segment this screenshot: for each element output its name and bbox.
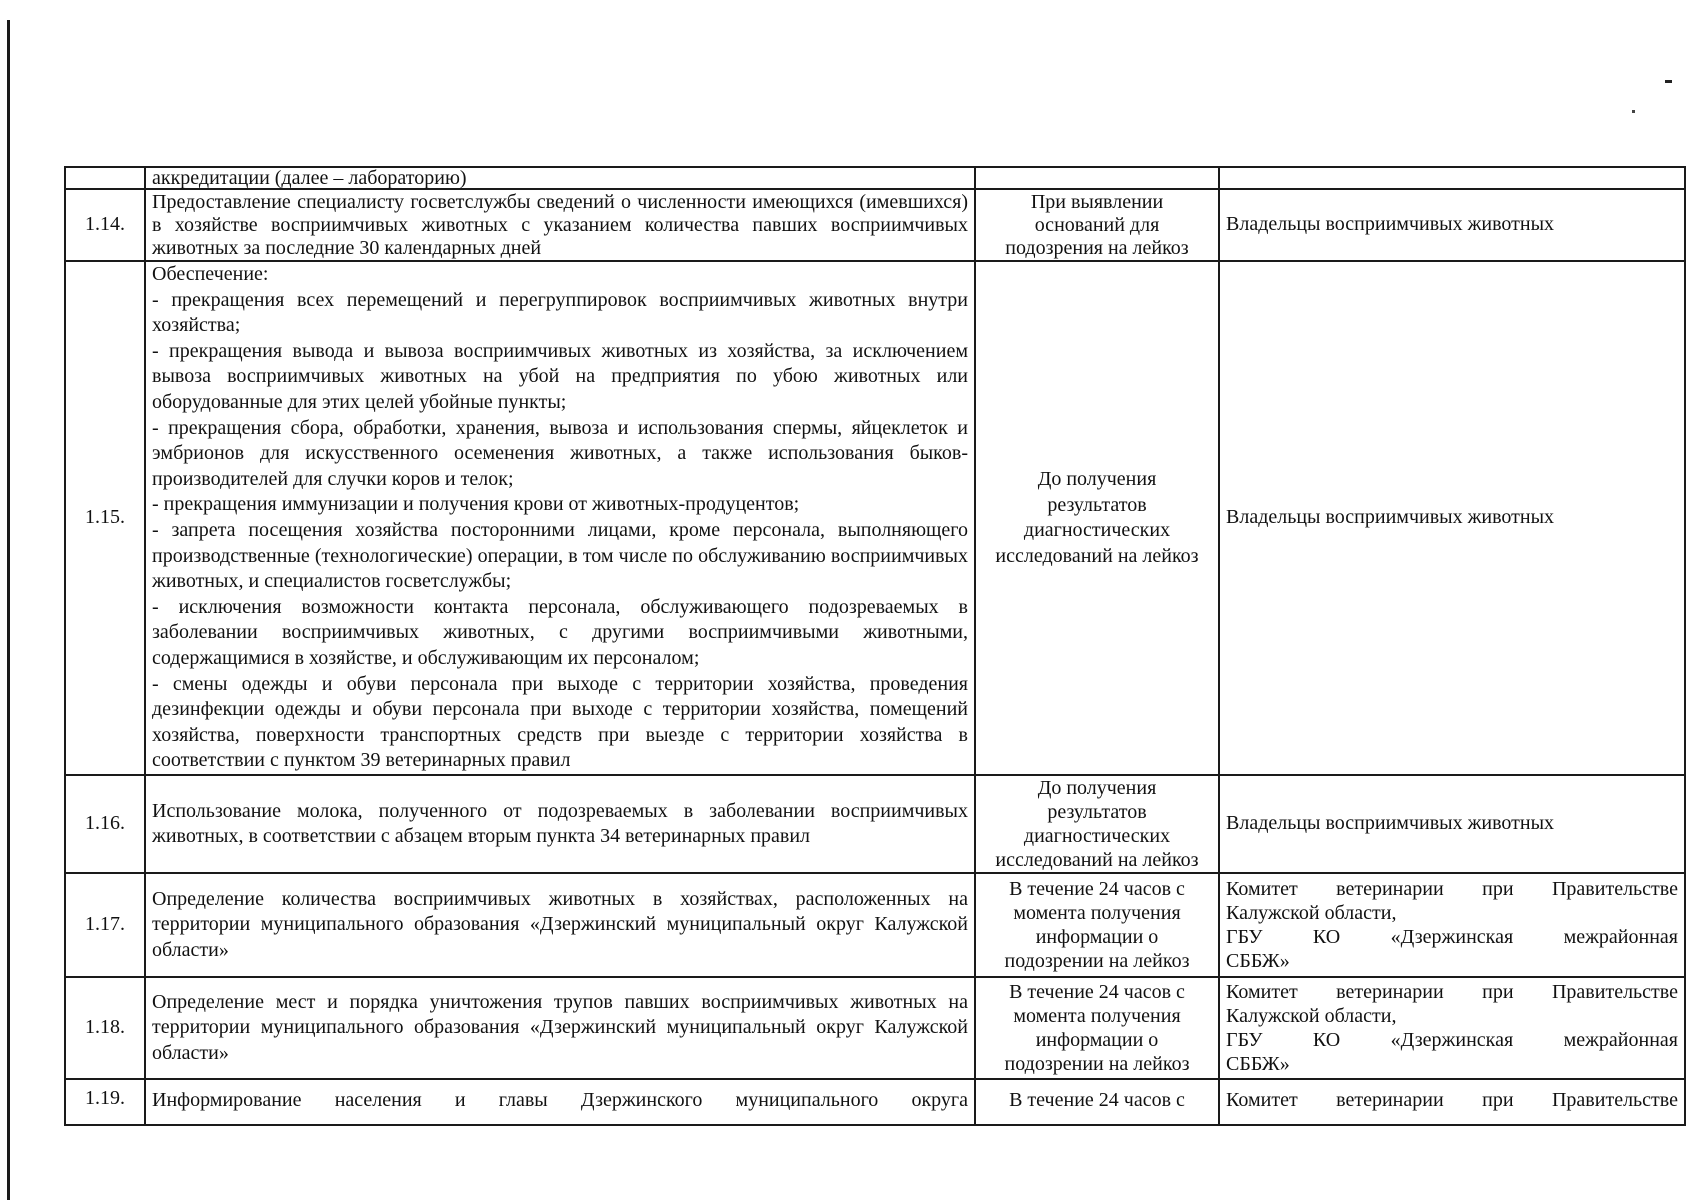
row-task: [145, 1079, 975, 1125]
term-line: исследований на лейкоз: [995, 544, 1199, 567]
table-row: [65, 261, 1685, 775]
task-line: Предоставление специалисту госветслужбы сведений о численности имеющихся (имевшихся) в хозяйстве восприимчивых животных с указанием количества павших восприимчивых животных за последние 30 календарных дней: [152, 190, 968, 259]
row-responsible: [1219, 1079, 1685, 1125]
term-line: подозрения на лейкоз: [1005, 236, 1189, 259]
row-responsible: [1219, 873, 1685, 977]
row-task: [145, 189, 975, 261]
row-term: [975, 189, 1219, 261]
row-number: 1.19.: [65, 1079, 145, 1125]
responsible-line: СББЖ»: [1226, 950, 1290, 972]
row-task: [145, 167, 975, 189]
task-line: - запрета посещения хозяйства посторонними лицами, кроме персонала, выполняющего производственные (технологические) операции, в том числе по обслуживанию восприимчивых животных, и специалистов госветслужбы;: [152, 519, 968, 593]
responsible-line: Калужской области,: [1226, 1005, 1397, 1027]
term-line: диагностических: [1023, 825, 1171, 847]
table-row: [65, 977, 1685, 1079]
row-responsible: [1219, 775, 1685, 873]
task-line: Информирование населения и главы Дзержинского муниципального округа: [152, 1089, 968, 1111]
term-line: результатов: [1047, 493, 1147, 516]
page-margin-line: [7, 20, 10, 1200]
row-term: [975, 873, 1219, 977]
row-term: [975, 1079, 1219, 1125]
term-line: До получения: [1037, 777, 1157, 799]
task-line: - смены одежды и обуви персонала при выходе с территории хозяйства, проведения дезинфекции одежды и обуви персонала при выходе с территории хозяйства, помещений хозяйства, поверхности транспортных средств при выезде с территории хозяйства в соответствии с пунктом 39 ветеринарных правил: [152, 672, 968, 772]
row-responsible: [1219, 261, 1685, 775]
task-line: - прекращения всех перемещений и перегруппировок восприимчивых животных внутри хозяйства;: [152, 288, 968, 337]
row-number: 1.15.: [65, 261, 145, 775]
row-term: [975, 977, 1219, 1079]
row-number: 1.17.: [65, 873, 145, 977]
task-line: Обеспечение:: [152, 263, 269, 286]
responsible-line: Владельцы восприимчивых животных: [1226, 506, 1555, 529]
task-line: - прекращения вывода и вывоза восприимчивых животных из хозяйства, за исключением вывоза восприимчивых животных на убой на предприятия по убою животных или оборудованные для этих целей убойные пункты;: [152, 339, 968, 414]
term-line: диагностических: [1023, 519, 1171, 541]
responsible-line: СББЖ»: [1226, 1053, 1290, 1075]
scan-speck: [1632, 110, 1635, 113]
task-line: Определение мест и порядка уничтожения трупов павших восприимчивых животных на территории муниципального образования «Дзержинский муниципальный округ Калужской области»: [152, 990, 968, 1064]
term-line: До получения: [1037, 468, 1157, 490]
term-line: оснований для: [1034, 213, 1160, 236]
row-responsible: [1219, 977, 1685, 1079]
row-term: [975, 167, 1219, 189]
responsible-line: Калужской области,: [1226, 902, 1397, 924]
row-term: [975, 261, 1219, 775]
table-row: [65, 189, 1685, 261]
term-line: В течение 24 часов с: [1009, 1089, 1185, 1111]
responsible-line: ГБУ КО «Дзержинская межрайонная: [1226, 1029, 1678, 1051]
task-line: - прекращения иммунизации и получения крови от животных-продуцентов;: [152, 493, 800, 516]
responsible-line: Владельцы восприимчивых животных: [1226, 213, 1555, 236]
term-line: При выявлении: [1030, 190, 1164, 213]
table-row: [65, 775, 1685, 873]
term-line: подозрении на лейкоз: [1004, 950, 1190, 972]
term-line: результатов: [1047, 801, 1147, 823]
row-number: 1.18.: [65, 977, 145, 1079]
responsible-line: Комитет ветеринарии при Правительстве: [1226, 1089, 1678, 1111]
row-number: 1.14.: [65, 189, 145, 261]
row-task: [145, 775, 975, 873]
measures-table: [64, 166, 1686, 1126]
row-number: 1.16.: [65, 775, 145, 873]
task-line: аккредитации (далее – лабораторию): [152, 167, 467, 189]
term-line: информации о: [1035, 926, 1159, 948]
term-line: исследований на лейкоз: [995, 849, 1199, 871]
table-row: [65, 1079, 1685, 1125]
term-line: В течение 24 часов с: [1009, 878, 1185, 900]
table-row: [65, 873, 1685, 977]
row-task: [145, 873, 975, 977]
row-responsible: [1219, 189, 1685, 261]
term-line: момента получения: [1013, 902, 1181, 924]
row-term: [975, 775, 1219, 873]
scan-speck: [1665, 80, 1672, 83]
task-line: - исключения возможности контакта персонала, обслуживающего подозреваемых в заболевании восприимчивых животных, с другими восприимчивыми животными, содержащимися в хозяйстве, и обслуживающим их персоналом;: [152, 595, 968, 669]
responsible-line: Владельцы восприимчивых животных: [1226, 812, 1555, 835]
task-line: - прекращения сбора, обработки, хранения, вывоза и использования спермы, яйцеклеток и эмбрионов для искусственного осеменения животных, а также использования быков-производителей для случки коров и телок;: [152, 416, 968, 490]
row-responsible: [1219, 167, 1685, 189]
task-line: Использование молока, полученного от подозреваемых в заболевании восприимчивых животных, в соответствии с абзацем вторым пункта 34 ветеринарных правил: [152, 799, 968, 847]
row-task: [145, 977, 975, 1079]
term-line: информации о: [1035, 1029, 1159, 1051]
responsible-line: Комитет ветеринарии при Правительстве: [1226, 878, 1678, 900]
term-line: подозрении на лейкоз: [1004, 1053, 1190, 1075]
table-row: [65, 167, 1685, 189]
term-line: момента получения: [1013, 1005, 1181, 1027]
responsible-line: Комитет ветеринарии при Правительстве: [1226, 981, 1678, 1003]
task-line: Определение количества восприимчивых животных в хозяйствах, расположенных на территории муниципального образования «Дзержинский муниципальный округ Калужской области»: [152, 887, 968, 961]
term-line: В течение 24 часов с: [1009, 981, 1185, 1003]
row-task: [145, 261, 975, 775]
responsible-line: ГБУ КО «Дзержинская межрайонная: [1226, 926, 1678, 948]
row-number: [65, 167, 145, 189]
